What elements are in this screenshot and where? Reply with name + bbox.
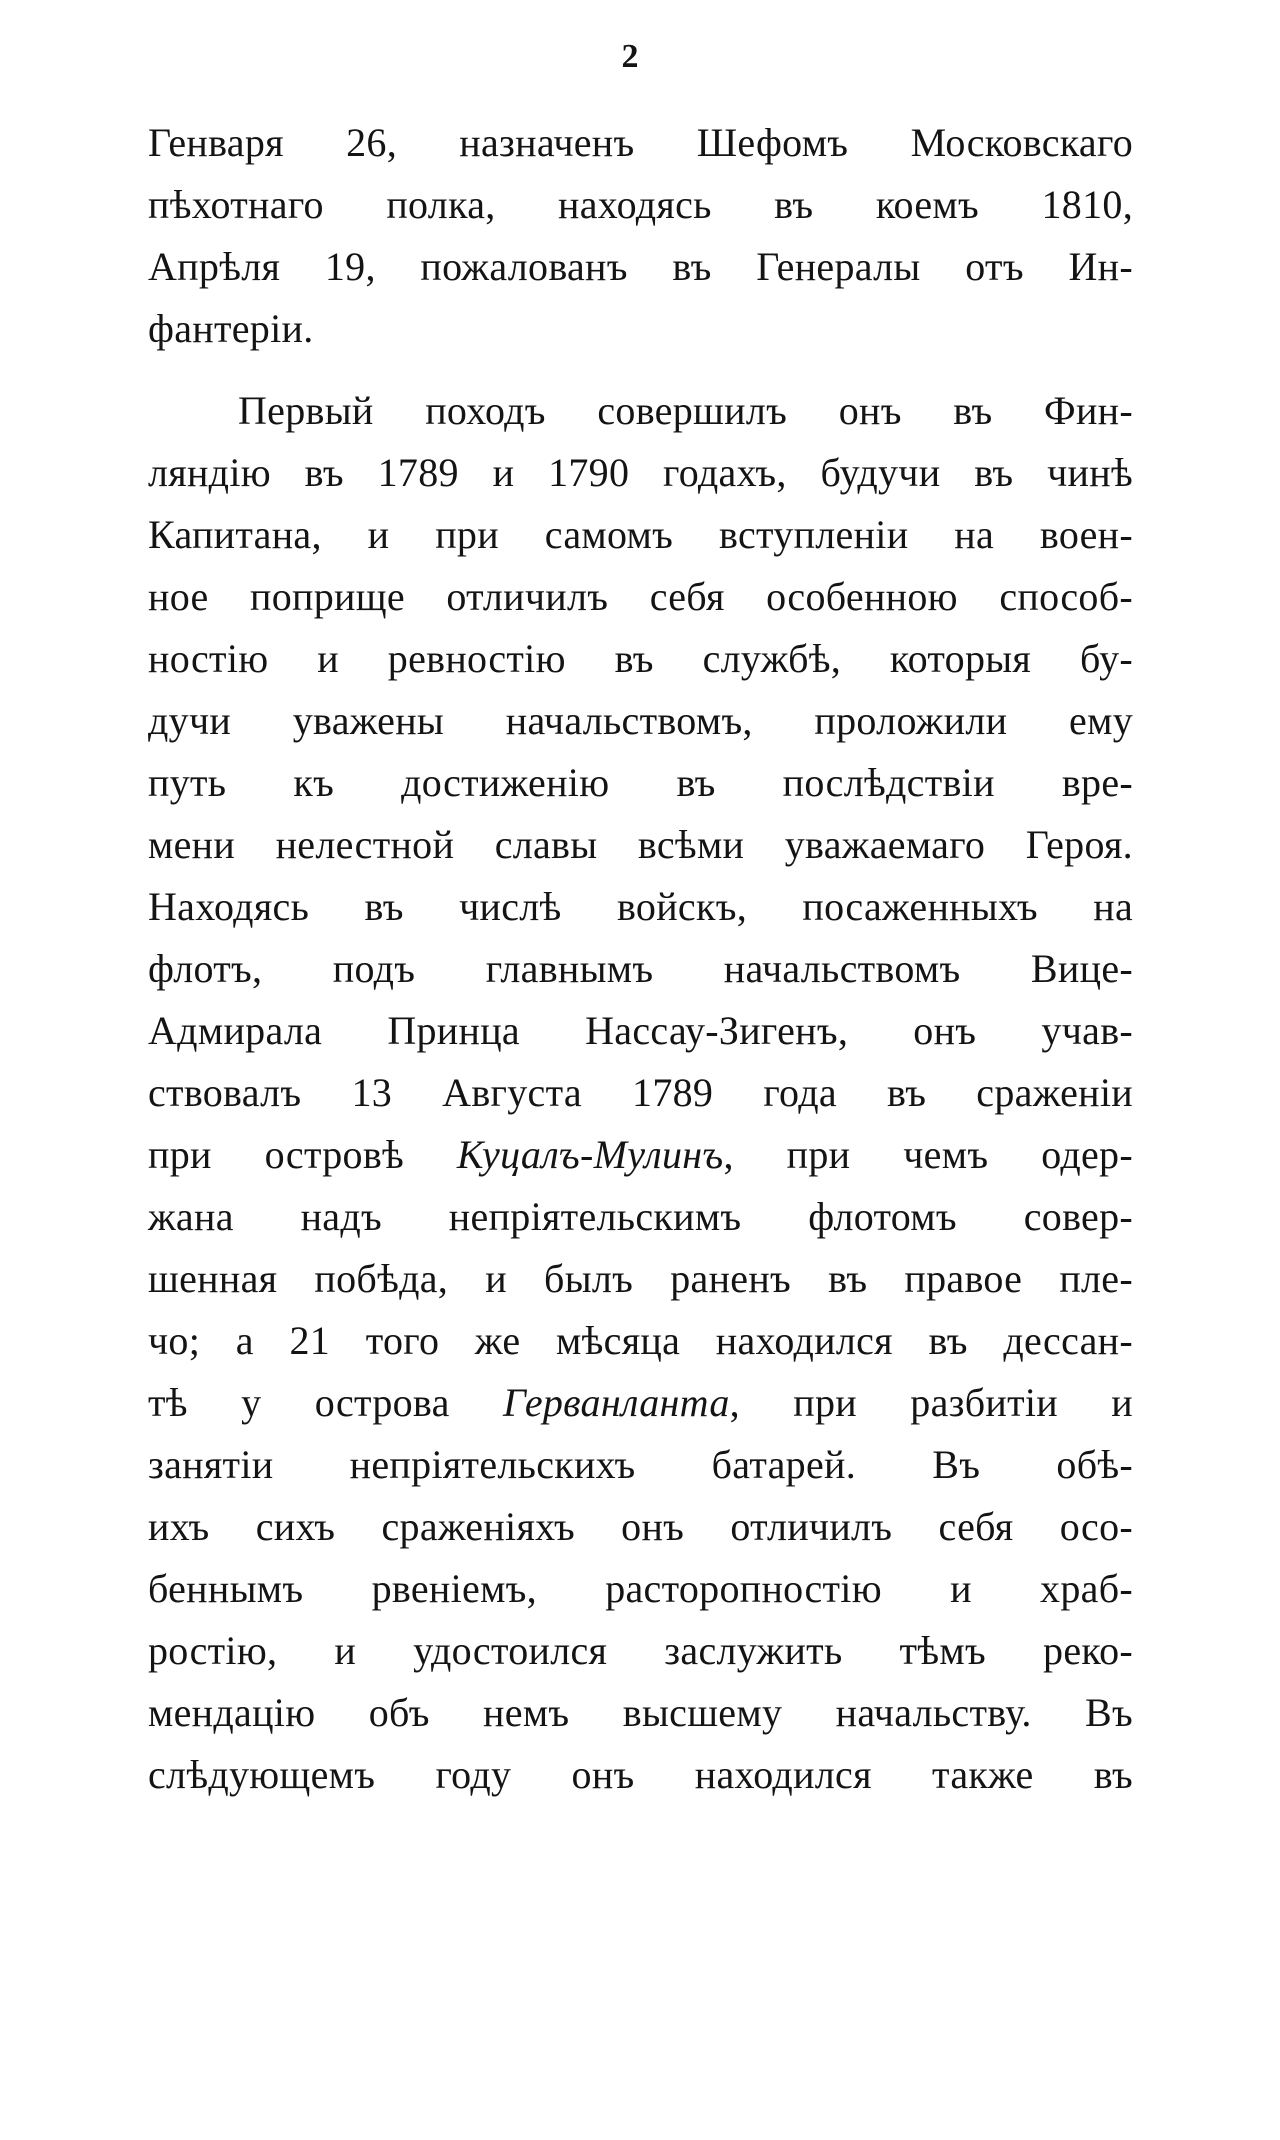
text-line: Адмирала Принца Нассау-Зигенъ, онъ учав- [148,1008,1133,1053]
text-line: Первый походъ совершилъ онъ въ Фин- [238,388,1133,433]
text-line: пѣхотнаго полка, находясь въ коемъ 1810, [148,182,1133,227]
text-line: Апрѣля 19, пожалованъ въ Генералы отъ Ин- [148,244,1133,289]
text-line: жана надъ непріятельскимъ флотомъ совер- [148,1194,1133,1239]
italic-place-name: Куцалъ-Мулинъ [456,1132,724,1177]
text-line: ствовалъ 13 Августа 1789 года въ сраженіи [148,1070,1133,1115]
text-line: Генваря 26, назначенъ Шефомъ Московскаго [148,120,1133,165]
text-line: Капитана, и при самомъ вступленіи на воен- [148,512,1133,557]
text-line: ляндію въ 1789 и 1790 годахъ, будучи въ чинѣ [148,450,1133,495]
paragraph-1 [148,112,1133,360]
text-line: ностію и ревностію въ службѣ, которыя бу- [148,636,1133,681]
text-line: дучи уважены начальствомъ, проложили ему [148,698,1133,743]
text-line: путь къ достиженію въ послѣдствіи вре- [148,760,1133,805]
text-line: флотъ, подъ главнымъ начальствомъ Вице- [148,946,1133,991]
text-line: занятіи непріятельскихъ батарей. Въ обѣ- [148,1442,1133,1487]
text-line: беннымъ рвеніемъ, расторопностію и храб- [148,1566,1133,1611]
text-line: ростію, и удостоился заслужить тѣмъ реко- [148,1628,1133,1673]
text-line: тѣ у острова Герванланта, при разбитіи и [148,1380,1133,1425]
text-line: слѣдующемъ году онъ находился также въ [148,1752,1133,1797]
italic-place-name: Герванланта [502,1380,730,1425]
body-text [148,112,1133,1806]
text-line: чо; а 21 того же мѣсяца находился въ дессан- [148,1318,1133,1363]
text-line: фантеріи. [148,306,314,351]
text-line: мендацію объ немъ высшему начальству. Въ [148,1690,1133,1735]
text-line: ихъ сихъ сраженіяхъ онъ отличилъ себя осо- [148,1504,1133,1549]
text-line: мени нелестной славы всѣми уважаемаго Героя. [148,822,1133,867]
text-line: Находясь въ числѣ войскъ, посаженныхъ на [148,884,1133,929]
text-line: при островѣ Куцалъ-Мулинъ, при чемъ одер- [148,1132,1133,1177]
text-line: шенная побѣда, и былъ раненъ въ правое пле- [148,1256,1133,1301]
text-line: ное поприще отличилъ себя особенною способ- [148,574,1133,619]
paragraph-2 [148,380,1133,1806]
page-number: 2 [621,38,639,75]
